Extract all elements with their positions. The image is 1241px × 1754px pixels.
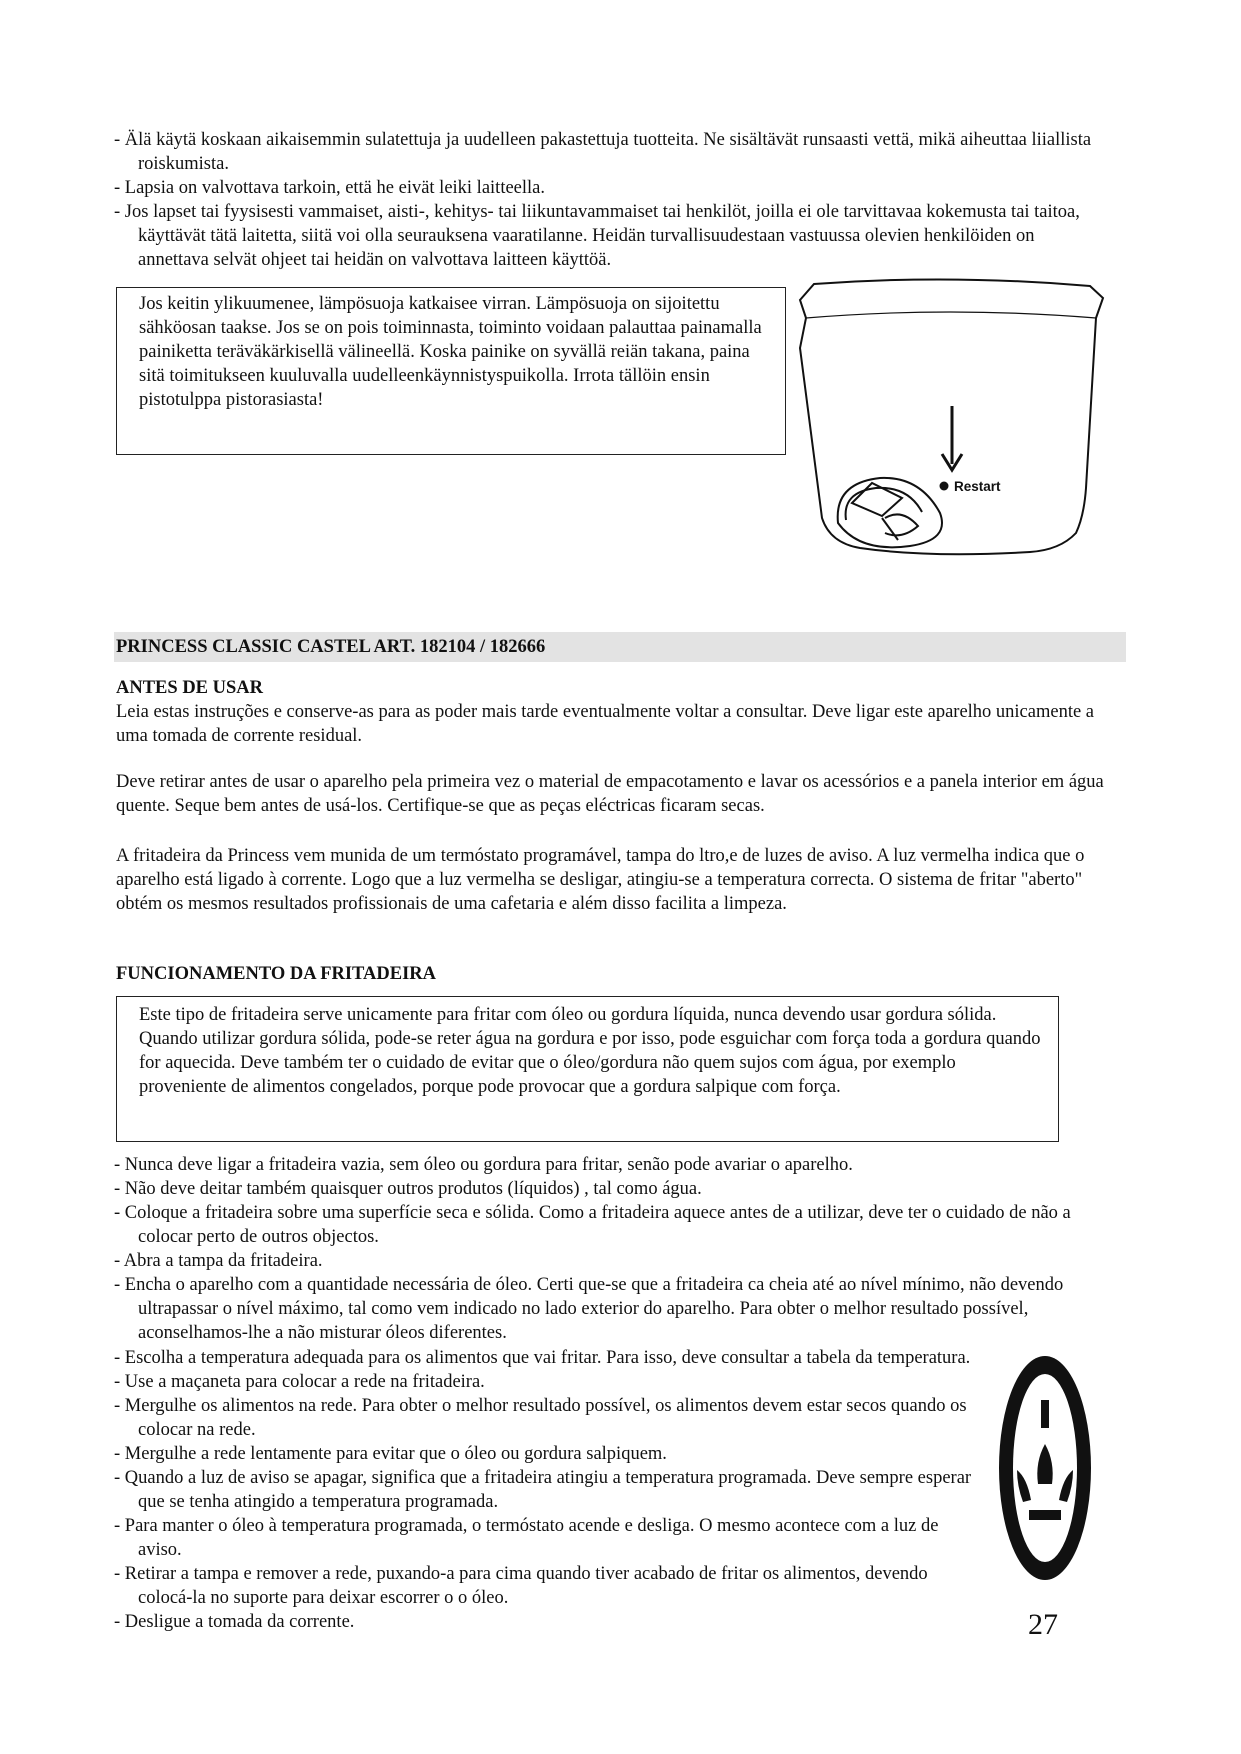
list-item: - Não deve deitar também quaisquer outros produtos (líquidos) , tal como água. [114,1177,1099,1201]
list-item: - Escolha a temperatura adequada para os alimentos que vai fritar. Para isso, deve consultar a tabela da temperatura. [114,1346,974,1370]
page-number: 27 [1028,1608,1058,1641]
list-item: - Lapsia on valvottava tarkoin, että he eivät leiki laitteella. [114,176,1094,200]
list-item: - Mergulhe a rede lentamente para evitar que o óleo ou gordura salpiquem. [114,1442,974,1466]
antes-paragraph-2: Deve retirar antes de usar o aparelho pela primeira vez o material de empacotamento e lavar os acessórios e a panela interior em água quente. Seque bem antes de usá-los. Certifique-se que as peças eléctricas ficaram secas. [116,772,1104,816]
list-item: - Retirar a tampa e remover a rede, puxando-a para cima quando tiver acabado de fritar os alimentos, devendo colocá-la no suporte para deixar escorrer o o óleo. [114,1562,974,1610]
list-item: - Use a maçaneta para colocar a rede na fritadeira. [114,1370,974,1394]
solid-fat-warning-text: Este tipo de fritadeira serve unicamente para fritar com óleo ou gordura líquida, nunca devendo usar gordura sólida. Quando utilizar gordura sólida, pode-se reter água na gordura e por isso, pode esguichar com força toda a gordura quando for aquecida. Deve também ter o cuidado de evitar que o óleo/gordura não quem sujos com água, por exemplo proveniente de alimentos congelados, porque pode provocar que a gordura salpique com força. [139,1005,1041,1097]
list-item: - Para manter o óleo à temperatura programada, o termóstato acende e desliga. O mesmo acontece com a luz de aviso. [114,1514,974,1562]
funcionamento-list [114,1153,1099,1345]
product-banner: PRINCESS CLASSIC CASTEL ART. 182104 / 182666 [114,632,1126,662]
funcionamento-list-continued [114,1346,974,1634]
list-item: - Abra a tampa da fritadeira. [114,1249,1099,1273]
antes-heading: ANTES DE USAR [116,678,264,698]
solid-fat-warning-box [116,996,1059,1142]
list-item: - Nunca deve ligar a fritadeira vazia, sem óleo ou gordura para fritar, senão pode avariar o aparelho. [114,1153,1099,1177]
restart-button-figure [790,278,1130,618]
antes-paragraph-3: A fritadeira da Princess vem munida de um termóstato programável, tampa do ltro,e de luzes de aviso. A luz vermelha indica que o aparelho está ligado à corrente. Logo que a luz vermelha se desligar, atingiu-se a temperatura correcta. O sistema de fritar "aberto" obtém os mesmos resultados profissionais de uma cafetaria e além disso facilita a limpeza. [116,846,1085,914]
list-item: - Jos lapset tai fyysisesti vammaiset, aisti-, kehitys- tai liikuntavammaiset tai henkilöt, joilla ei ole tarvittavaa kokemusta tai taitoa, käyttävät tätä laitetta, siitä voi olla seurauksena vaaratilanne. Heidän turvallisuudestaan vastuussa olevien henkilöiden on annettava selvät ohjeet tai heidän on valvottava laitteen käyttöä. [114,200,1094,272]
list-item: - Mergulhe os alimentos na rede. Para obter o melhor resultado possível, os alimentos devem estar secos quando os colocar na rede. [114,1394,974,1442]
restart-dot-icon [940,482,949,491]
list-item: - Coloque a fritadeira sobre uma superfície seca e sólida. Como a fritadeira aquece antes de a utilizar, deve ter o cuidado de não a colocar perto de outros objectos. [114,1201,1099,1249]
list-item: - Desligue a tomada da corrente. [114,1610,974,1634]
list-item: - Encha o aparelho com a quantidade necessária de óleo. Certi que-se que a fritadeira ca cheia até ao nível mínimo, não devendo ultrapassar o nível máximo, tal como vem indicado no lado exterior do aparelho. Para obter o melhor resultado possível, aconselhamos-lhe a não misturar óleos diferentes. [114,1273,1099,1345]
finnish-warning-list [114,128,1094,272]
warning-light-icon [995,1352,1095,1592]
overheat-note-text: Jos keitin ylikuumenee, lämpösuoja katkaisee virran. Lämpösuoja on sijoitettu sähköosan taakse. Jos se on pois toiminnasta, toiminto voidaan palauttaa painamalla painiketta teräväkärkisellä välineellä. Koska painike on syvällä reiän takana, paina sitä toimitukseen kuuluvalla uudelleenkäynnistyspuikolla. Irrota tällöin ensin pistotulppa pistorasiasta! [139,294,762,410]
funcionamento-heading: FUNCIONAMENTO DA FRITADEIRA [116,964,437,984]
list-item: - Quando a luz de aviso se apagar, significa que a fritadeira atingiu a temperatura programada. Deve sempre esperar que se tenha atingido a temperatura programada. [114,1466,974,1514]
thermostat-knob-icon [838,478,942,547]
overheat-note-box [116,287,786,455]
list-item: - Älä käytä koskaan aikaisemmin sulatettuja ja uudelleen pakastettuja tuotteita. Ne sisältävät runsaasti vettä, mikä aiheuttaa liiallista roiskumista. [114,128,1094,176]
antes-paragraph-1: Leia estas instruções e conserve-as para as poder mais tarde eventualmente voltar a consultar. Deve ligar este aparelho unicamente a uma tomada de corrente residual. [116,702,1095,746]
restart-label: Restart [954,479,1001,494]
